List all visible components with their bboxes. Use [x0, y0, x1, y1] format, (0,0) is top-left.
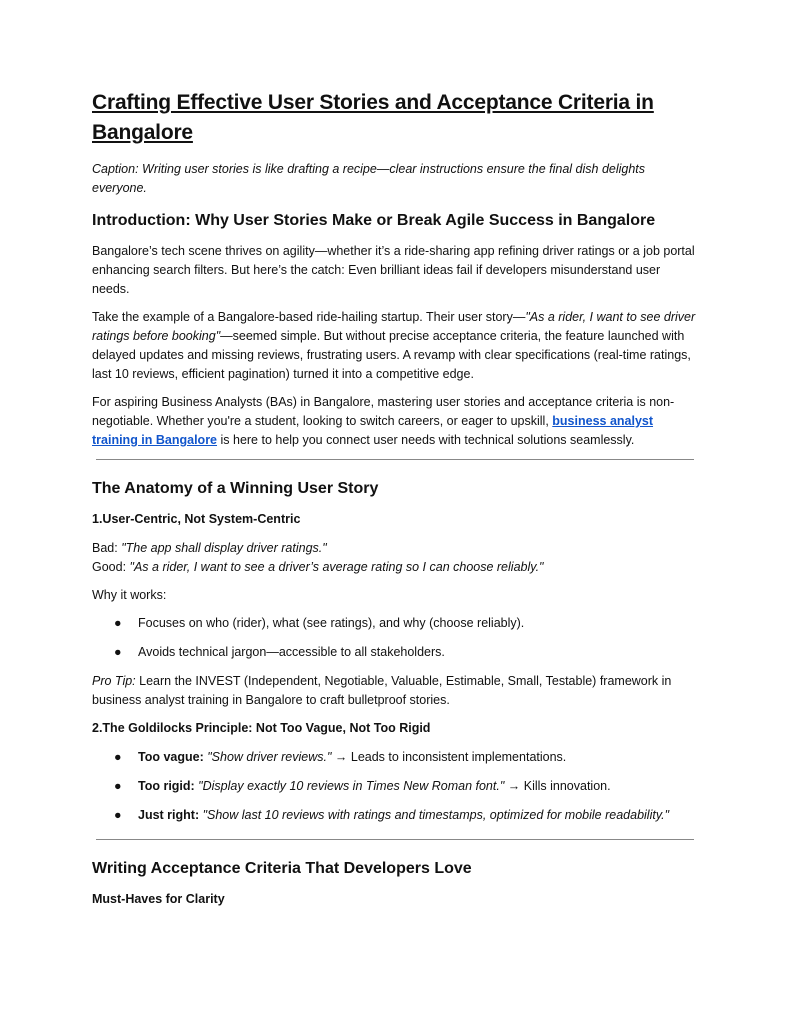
list-item — [92, 777, 698, 796]
intro-heading: Introduction: Why User Stories Make or Break Agile Success in Bangalore — [92, 212, 656, 229]
bad-label: Bad: — [92, 541, 122, 555]
list-item — [92, 643, 698, 662]
p3-text-post: is here to help you connect user needs with technical solutions seamlessly. — [217, 433, 635, 447]
p2-text-pre: Take the example of a Bangalore-based ride-hailing startup. Their user story— — [92, 310, 526, 324]
pro-tip — [92, 672, 698, 710]
p2-quote: "As a rider, I want to see driver ratings before booking" — [92, 310, 696, 343]
caption: Caption: Writing user stories is like drafting a recipe—clear instructions ensure the final dish delights everyone. — [92, 162, 646, 195]
item-label: Too rigid: — [138, 779, 195, 793]
training-link[interactable]: business analyst training in Bangalore — [92, 414, 654, 447]
anatomy-heading: The Anatomy of a Winning User Story — [92, 480, 379, 497]
bad-good-example — [92, 539, 698, 577]
why-list — [92, 614, 698, 662]
item-label: Too vague: — [138, 750, 204, 764]
intro-paragraph-3 — [92, 393, 698, 450]
bullet-icon: ● — [114, 750, 122, 764]
good-label: Good: — [92, 560, 130, 574]
list-item-text: Focuses on who (rider), what (see ratings), and why (choose reliably). — [138, 616, 525, 630]
list-item — [92, 614, 698, 633]
pro-tip-label: Pro Tip: — [92, 674, 136, 688]
section-divider — [96, 459, 694, 460]
item-rest: → Kills innovation. — [504, 779, 611, 793]
section-2-heading: 2.The Goldilocks Principle: Not Too Vague, Not Too Rigid — [92, 721, 431, 735]
item-label: Just right: — [138, 808, 200, 822]
list-item — [92, 806, 698, 825]
p3-text-pre: For aspiring Business Analysts (BAs) in Bangalore, mastering user stories and acceptance criteria is non-negotiable. Whether you're a student, looking to switch careers, or eager to upskill, — [92, 395, 675, 428]
item-quote: "Show last 10 reviews with ratings and timestamps, optimized for mobile readability." — [199, 808, 670, 822]
item-quote: "Display exactly 10 reviews in Times New Roman font." — [194, 779, 505, 793]
bullet-icon: ● — [114, 616, 122, 630]
bullet-icon: ● — [114, 779, 122, 793]
bullet-icon: ● — [114, 645, 122, 659]
list-item-text: Avoids technical jargon—accessible to all stakeholders. — [138, 645, 445, 659]
bullet-icon: ● — [114, 808, 122, 822]
page-title: Crafting Effective User Stories and Acceptance Criteria in Bangalore — [92, 91, 654, 144]
p2-text-post: —seemed simple. But without precise acceptance criteria, the feature launched with delayed updates and missing reviews, frustrating users. A revamp with clear specifications (real-time ratings, last 10 reviews, efficient pagination) turned it into a competitive edge. — [92, 329, 691, 381]
acceptance-subheading: Must-Haves for Clarity — [92, 892, 225, 906]
why-it-works: Why it works: — [92, 588, 167, 602]
acceptance-heading: Writing Acceptance Criteria That Developers Love — [92, 860, 472, 877]
item-rest: → Leads to inconsistent implementations. — [331, 750, 567, 764]
goldilocks-list — [92, 748, 698, 825]
section-1-heading: 1.User-Centric, Not System-Centric — [92, 512, 301, 526]
intro-paragraph-2 — [92, 308, 698, 384]
good-example: "As a rider, I want to see a driver’s average rating so I can choose reliably." — [129, 560, 544, 574]
bad-example: "The app shall display driver ratings." — [121, 541, 327, 555]
list-item — [92, 748, 698, 767]
item-quote: "Show driver reviews." — [203, 750, 332, 764]
pro-tip-text: Learn the INVEST (Independent, Negotiable, Valuable, Estimable, Small, Testable) framework in business analyst training in Bangalore to craft bulletproof stories. — [92, 674, 672, 707]
intro-paragraph-1: Bangalore’s tech scene thrives on agility—whether it’s a ride-sharing app refining driver ratings or a job portal enhancing search filters. But here’s the catch: Even brilliant ideas fail if developers misunderstand user needs. — [92, 244, 695, 296]
section-divider — [96, 839, 694, 840]
